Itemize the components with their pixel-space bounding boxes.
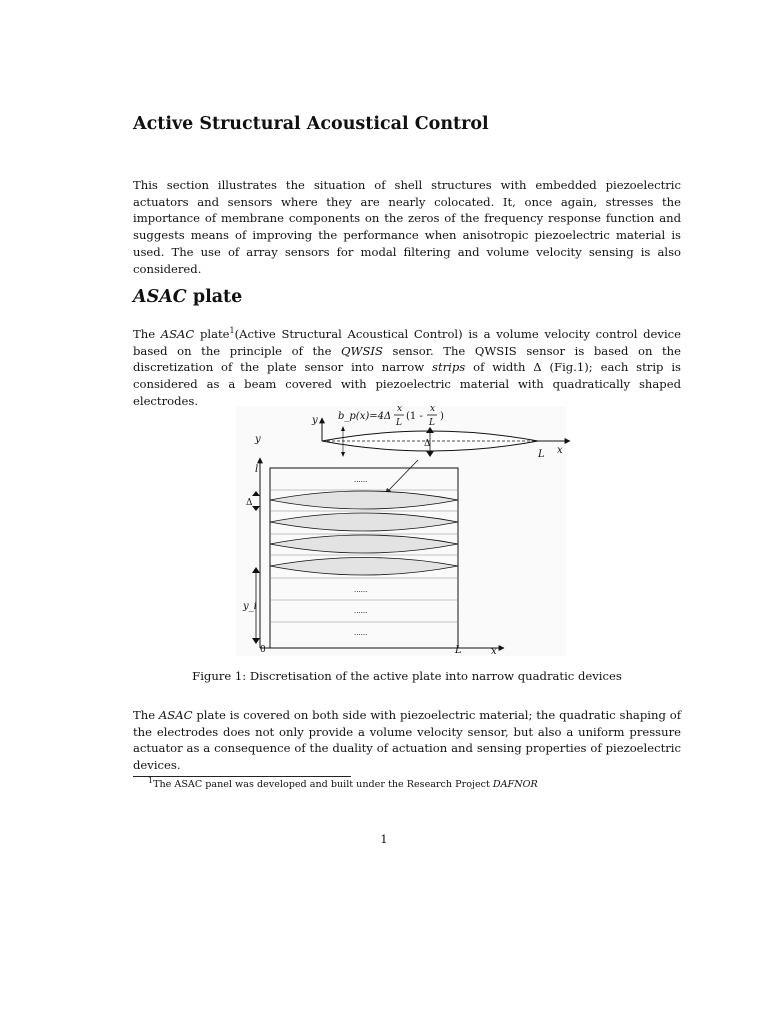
plate-y-label: y xyxy=(255,434,261,445)
formula-lhs: b_p(x)=4Δ xyxy=(338,411,392,422)
plate-x-label: x xyxy=(491,646,497,657)
beam-y-label: y xyxy=(312,415,318,426)
page-number: 1 xyxy=(380,832,388,846)
footnote-marker[interactable]: 1 xyxy=(229,326,235,336)
plate-L-label: L xyxy=(455,645,462,656)
plate-dots-3: ...... xyxy=(354,607,368,615)
beam-x-label: x xyxy=(557,445,563,456)
plate-dots-4: ...... xyxy=(354,629,368,637)
plate-l-label: l xyxy=(255,464,259,475)
plate-origin-label: 0 xyxy=(260,645,266,655)
page-title: Active Structural Acoustical Control xyxy=(133,114,489,134)
formula-paren-close: ) xyxy=(440,411,444,422)
beam-L-label: L xyxy=(538,449,545,460)
asac-covering-paragraph: The ASAC plate is covered on both side with piezoelectric material; the quadratic shaping of the electrodes does not only provide a volume velocity sensor, but also a uniform pressure actuator as a consequence of the duality of actuation and sensing properties of piezoelectric devices. xyxy=(133,708,681,773)
footnote-rule xyxy=(133,776,351,777)
formula-frac1-den: L xyxy=(396,418,402,428)
footnote: $^1$The ASAC panel was developed and built under the Research Project DAFNOR xyxy=(148,775,538,790)
plate-yi-label: y_i xyxy=(243,601,257,612)
plate-dots-1: ...... xyxy=(354,476,368,484)
figure-caption: Figure 1: Discretisation of the active plate into narrow quadratic devices xyxy=(192,669,622,683)
formula-paren-open: (1 - xyxy=(406,411,423,422)
asac-plate-paragraph: The ASAC plate$^1$(Active Structural Acoustical Control) is a volume velocity control device based on the principle of the QWSIS sensor. The QWSIS sensor is based on the discretization of the plate sensor into narrow strips of width Δ (Fig.1); each strip is considered as a beam covered with piezoelectric material with quadratically shaped electrodes. xyxy=(133,326,682,408)
section-heading-italic: ASAC xyxy=(133,287,187,307)
formula-frac1-num: x xyxy=(397,404,403,414)
beam-delta-label: Δ xyxy=(424,439,431,449)
intro-paragraph: This section illustrates the situation of shell structures with embedded piezoelectric actuators and sensors where they are nearly colocated. It, once again, stresses the importance of membrane components on the zeros of the frequency response function and suggests means of improving the performance when anisotropic piezoelectric material is used. The use of array sensors for modal filtering and volume velocity sensing is also considered. xyxy=(133,178,681,276)
section-heading-rest: plate xyxy=(186,287,243,307)
plate-dots-2: ...... xyxy=(354,586,368,594)
formula-frac2-den: L xyxy=(429,418,435,428)
plate-delta-label: Δ xyxy=(246,498,253,508)
formula-frac2-num: x xyxy=(430,404,436,414)
